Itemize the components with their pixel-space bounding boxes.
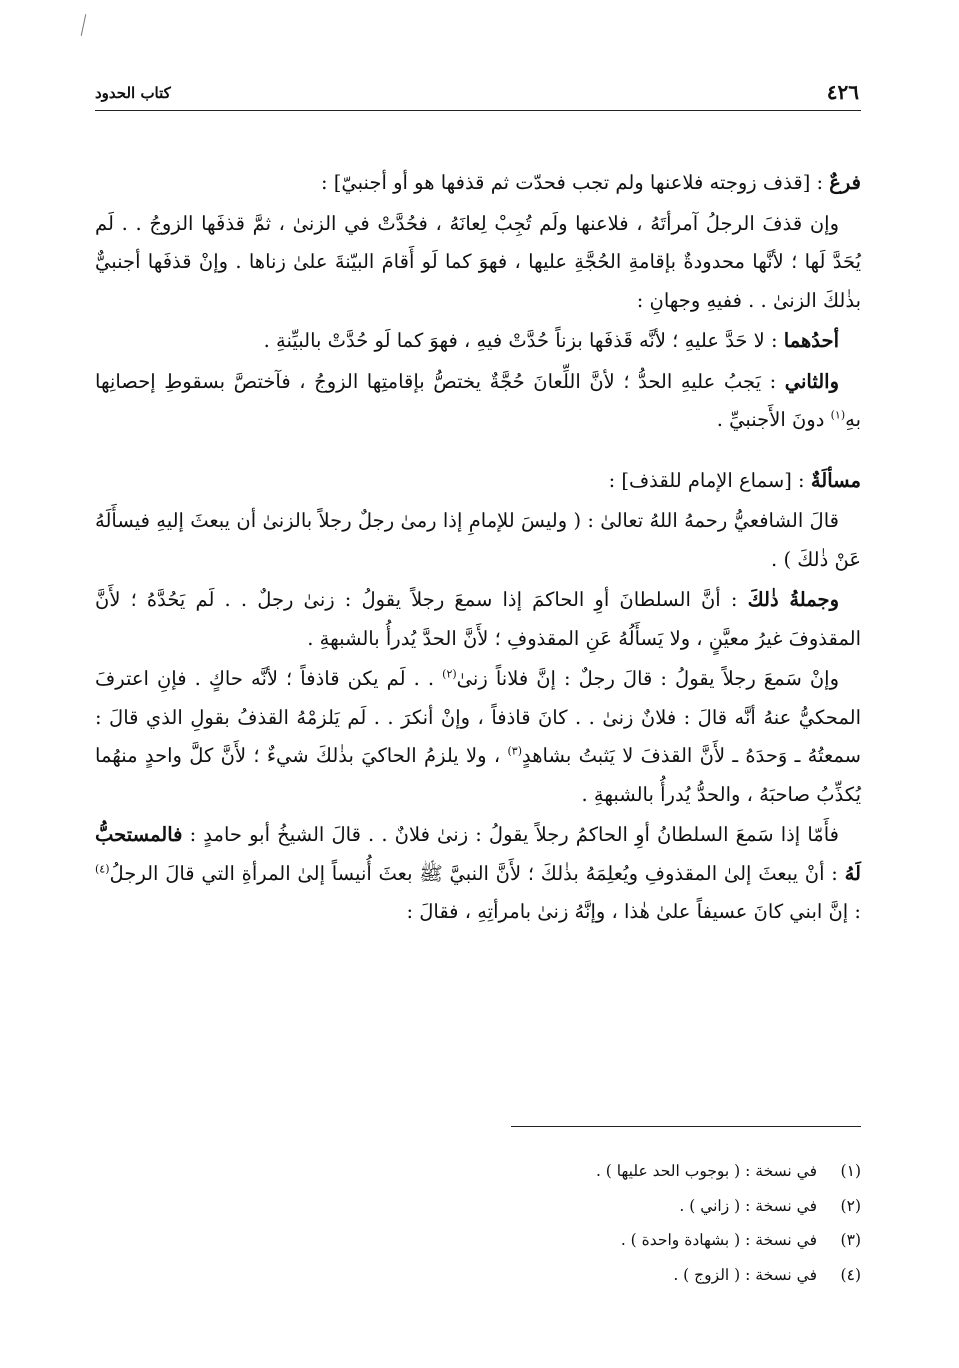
paragraph-first-view	[95, 322, 861, 361]
paragraph: وإن قذفَ الرجلُ آمرأتَهُ ، فلاعنها ولَم تُجِبْ لِعانَهُ ، فحُدَّتْ في الزنىٰ ، ثمَّ قذفَها الزوجُ . . لَم يُحَدَّ لَها ؛ لأنَّها محدودةٌ بإقامةِ الحُجَّةِ عليها ، فهوَ كما لَو أَقامَ البيّنةَ علىٰ زناها . وإنْ قذفَها أجنبيٌّ بذٰلكَ الزنىٰ . . ففيهِ وجهانِ :	[95, 211, 861, 312]
section-heading-far	[95, 164, 861, 203]
footnote-text: في نسخة : ( بشهادة واحدة ) .	[620, 1231, 817, 1249]
footnote-text: في نسخة : ( بوجوب الحد عليها ) .	[595, 1162, 817, 1180]
footnote	[361, 1223, 861, 1258]
footnote-text: في نسخة : ( زاني ) .	[679, 1196, 817, 1215]
term: وجملةُ ذٰلكَ	[747, 588, 839, 611]
heading-text: : [قذف زوجته فلاعنها ولم تجب فحدّت ثم قذفها هو أو أجنبيّ] :	[321, 171, 830, 194]
paragraph-text: : إنَّ ابني كانَ عسيفاً علىٰ هٰذا ، وإنَّهُ زنىٰ بامرأتِهِ ، فقالَ :	[406, 900, 861, 923]
heading-term: فرعٌ	[829, 171, 861, 194]
footnote-ref: (٤)	[95, 862, 110, 875]
paragraph-text: وإنْ سَمعَ رجلاً يقولُ : قالَ رجلٌ : إنَّ فلاناً زنىٰ	[456, 667, 839, 690]
footnote-number: (١)	[840, 1162, 861, 1180]
term: والثاني	[784, 369, 839, 393]
section-heading-masala	[95, 462, 861, 501]
footnote-ref: (٢)	[442, 667, 457, 681]
footnote	[361, 1258, 861, 1293]
footnote	[361, 1189, 861, 1224]
heading-term: مسألَةٌ	[810, 468, 861, 492]
main-text	[95, 164, 861, 932]
paragraph	[95, 816, 861, 932]
footnote-number: (٣)	[840, 1231, 861, 1249]
quotation-paragraph: قالَ الشافعيُّ رحمهُ اللهُ تعالىٰ : ( وليسَ للإمامِ إذا رمىٰ رجلٌ رجلاً بالزنىٰ أن يبعثَ إليهِ فيسأَلَهُ عَنْ ذٰلكَ ) .	[95, 509, 861, 571]
paragraph-text: : لا حَدَّ عليهِ ؛ لأنَّه قَذفَها بزناً حُدَّتْ فيهِ ، فهوَ كما لَو حُدَّتْ بالبيِّنةِ .	[263, 329, 784, 352]
paragraph-text: : يَجبُ عليهِ الحدُّ ؛ لأنَّ اللِّعانَ حُجَّةٌ يختصُّ بإقامتِها الزوجُ ، فآختصَّ بسقوطِ إحصانِها بهِ	[95, 369, 861, 431]
page-number: ٤٢٦	[826, 80, 859, 104]
paragraph-text: . . لَم يكن قاذفاً ؛ لأنَّه حاكٍ . فإنِ اعترفَ المحكيُّ عنهُ أنَّه قالَ : فلانٌ زنىٰ . . كانَ قاذفاً ، وإنْ أنكرَ . . لَم يَلزمْهُ القذفُ بقولِ الذي قالَ : سمعتُهُ ـ وَحدَهُ ـ لأَنَّ القذفَ لا يَثبتُ بشاهدٍ	[95, 667, 861, 767]
term: أحدُهما	[783, 329, 839, 352]
page-header	[95, 78, 861, 111]
paragraph-text: : أنَّ السلطانَ أوِ الحاكمَ إذا سمعَ رجلاً يقولُ : زنىٰ رجلٌ . . لَم يَحُدَّهُ ؛ لأَنَّ المقذوفَ غيرُ معيَّنٍ ، ولا يَسأَلُهُ عَنِ المقذوفِ ؛ لأَنَّ الحدَّ يُدرأُ بالشبهةِ .	[95, 588, 861, 650]
footnote-text: في نسخة : ( الزوج ) .	[673, 1265, 817, 1284]
footnote-ref: (١)	[830, 408, 846, 422]
footnote-ref: (٣)	[507, 744, 522, 758]
footnotes	[361, 1154, 861, 1292]
paragraph	[95, 660, 861, 814]
scan-mark	[81, 14, 87, 36]
paragraph-second-view	[95, 363, 861, 440]
paragraph-text: دونَ الأَجنبيِّ .	[716, 408, 831, 431]
footnote-number: (٤)	[840, 1265, 861, 1284]
paragraph-text: فأَمّا إذا سَمعَ السلطانُ أوِ الحاكمُ رجلاً يقولُ : زنىٰ فلانٌ . . قالَ الشيخُ أبو حامدٍ :	[182, 823, 839, 846]
paragraph-text: : أنْ يبعثَ إلىٰ المقذوفِ ويُعلِمَهُ بذٰلكَ ؛ لأَنَّ النبيَّ ﷺ بعثَ أُنيساً إلىٰ المرأةِ التي قالَ الرجلُ	[109, 861, 845, 885]
heading-text: : [سماع الإمام للقذف] :	[608, 468, 811, 492]
term: فالمستحبُّ لَهُ	[95, 823, 861, 885]
paragraph-text: ، ولا يلزمُ الحاكيَ بذٰلكَ شيءٌ ؛ لأَنَّ كلَّ واحدٍ منهُما يُكذِّبُ صاحبَهُ ، والحدُّ يُدرأُ بالشبهةِ .	[95, 744, 861, 806]
footnote-number: (٢)	[840, 1196, 861, 1215]
footnote	[361, 1154, 861, 1189]
running-title: كتاب الحدود	[95, 84, 171, 102]
footnote-divider	[511, 1126, 861, 1127]
paragraph-summary	[95, 581, 861, 658]
